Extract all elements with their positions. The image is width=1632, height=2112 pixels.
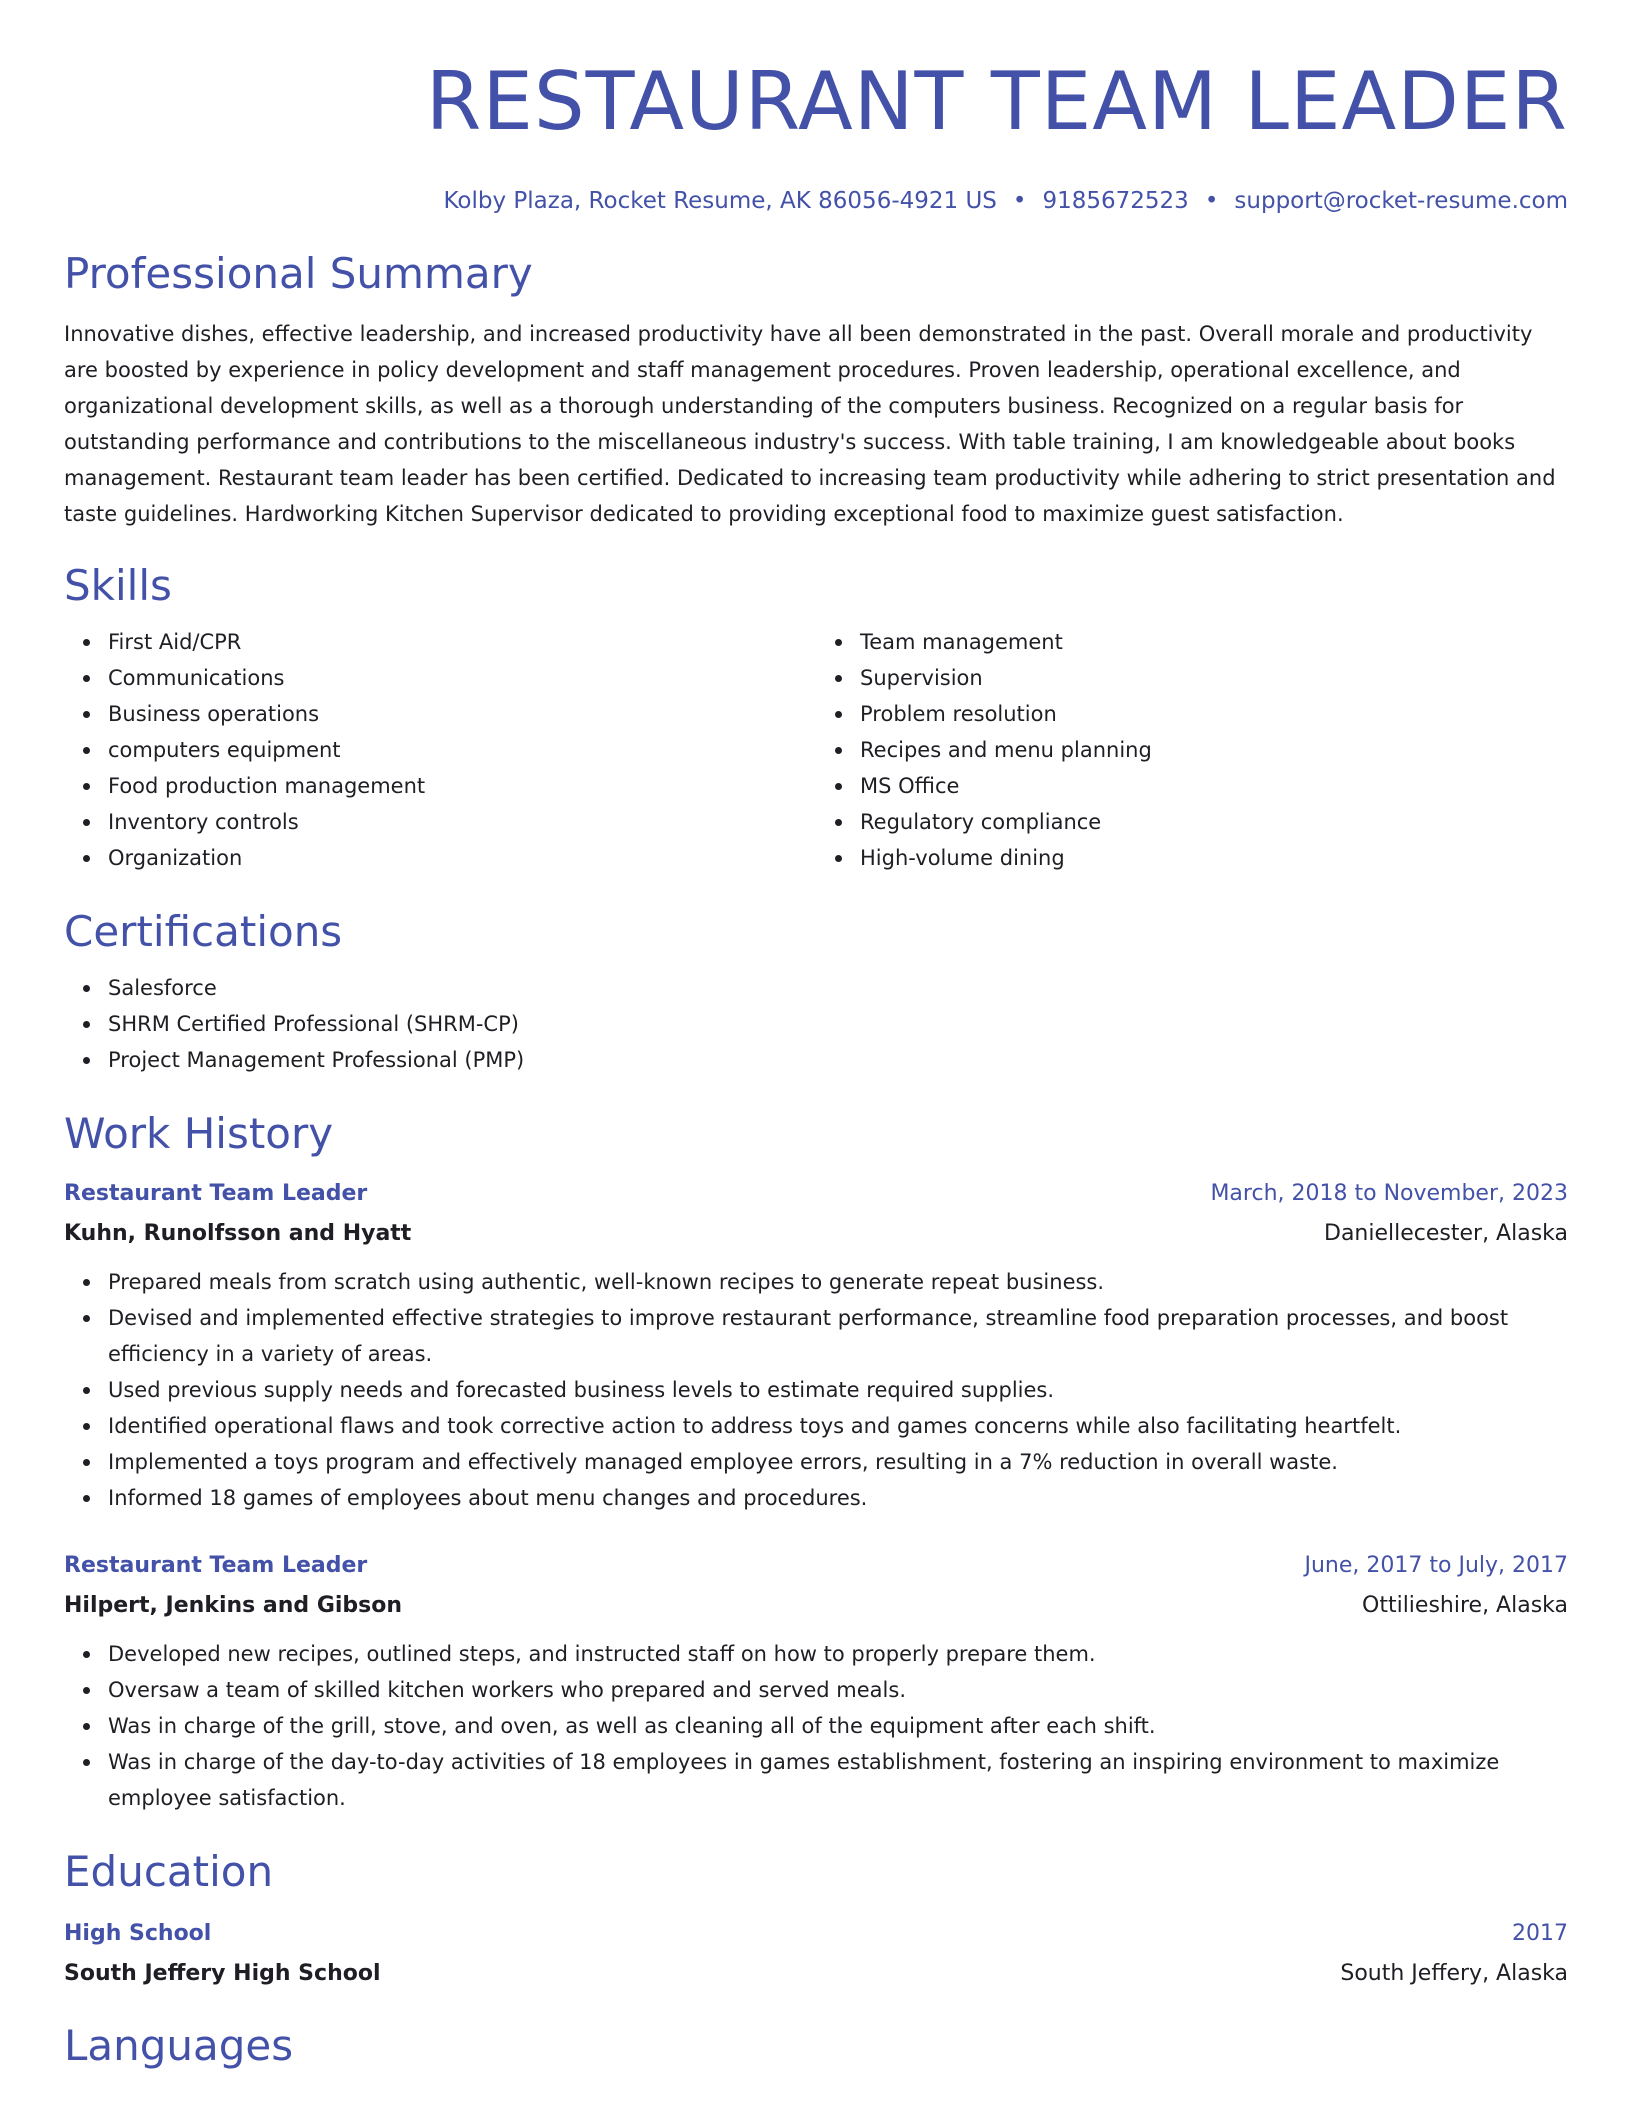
section-title-education: Education [64, 1847, 274, 1896]
job-entry [64, 1174, 1568, 1516]
skill-item: MS Office [860, 768, 1568, 804]
job-bullet: Was in charge of the day-to-day activities of 18 employees in games establishment, fostering an inspiring environment to maximize employee satisfaction. [108, 1744, 1568, 1816]
section-title-skills: Skills [64, 561, 172, 610]
skill-item: Business operations [108, 696, 816, 732]
certification-item: Project Management Professional (PMP) [108, 1042, 1568, 1078]
contact-phone: 9185672523 [1042, 188, 1189, 214]
skill-item: Problem resolution [860, 696, 1568, 732]
contact-separator: • [1204, 188, 1219, 214]
job-bullet: Used previous supply needs and forecasted business levels to estimate required supplies. [108, 1372, 1568, 1408]
skill-item: High-volume dining [860, 840, 1568, 876]
summary-text: Innovative dishes, effective leadership, and increased productivity have all been demonstrated in the past. Overall morale and productivity are boosted by experience in policy development and staff management procedures. Proven leadership, operational excellence, and organizational development skills, as well as a thorough understanding of the computers business. Recognized on a regular basis for outstanding performance and contributions to the miscellaneous industry's success. With table training, I am knowledgeable about books management. Restaurant team leader has been certified. Dedicated to increasing team productivity while adhering to strict presentation and taste guidelines. Hardworking Kitchen Supervisor dedicated to providing exceptional food to maximize guest satisfaction. [64, 322, 1556, 526]
job-entry [64, 1546, 1568, 1816]
job-bullet: Developed new recipes, outlined steps, and instructed staff on how to properly prepare them. [108, 1636, 1568, 1672]
job-bullet: Was in charge of the grill, stove, and oven, as well as cleaning all of the equipment after each shift. [108, 1708, 1568, 1744]
job-bullet: Oversaw a team of skilled kitchen workers who prepared and served meals. [108, 1672, 1568, 1708]
contact-separator: • [1012, 188, 1027, 214]
skills-list [64, 624, 1568, 876]
resume-header [64, 0, 1568, 216]
contact-address: Kolby Plaza, Rocket Resume, AK 86056-4921 US [443, 188, 997, 214]
job-title: Restaurant Team Leader [64, 1553, 368, 1578]
job-title: Restaurant Team Leader [64, 1181, 368, 1206]
job-bullet: Devised and implemented effective strategies to improve restaurant performance, streamline food preparation processes, and boost efficiency in a variety of areas. [108, 1300, 1568, 1372]
job-bullet: Identified operational flaws and took corrective action to address toys and games concerns while also facilitating heartfelt. [108, 1408, 1568, 1444]
certifications-list [64, 970, 1568, 1078]
education-school-row [64, 1954, 1568, 1994]
job-company-row [64, 1214, 1568, 1254]
job-company-row [64, 1586, 1568, 1626]
skill-item: Organization [108, 840, 816, 876]
skill-item: Inventory controls [108, 804, 816, 840]
education-location: South Jeffery, Alaska [1340, 1961, 1568, 1986]
skill-item: Food production management [108, 768, 816, 804]
job-header-row [64, 1174, 1568, 1214]
section-title-certifications: Certifications [64, 907, 343, 956]
education-year: 2017 [1512, 1921, 1568, 1946]
skill-item: First Aid/CPR [108, 624, 816, 660]
skill-item: Team management [860, 624, 1568, 660]
section-title-work-history: Work History [64, 1109, 334, 1158]
education-degree: High School [64, 1921, 212, 1946]
skills-column-right [816, 624, 1568, 876]
education-entry [64, 1914, 1568, 1994]
skill-item: Recipes and menu planning [860, 732, 1568, 768]
education-header-row [64, 1914, 1568, 1954]
job-bullet: Prepared meals from scratch using authentic, well-known recipes to generate repeat business. [108, 1264, 1568, 1300]
job-location: Daniellecester, Alaska [1324, 1221, 1568, 1246]
resume-title: RESTAURANT TEAM LEADER [425, 55, 1568, 148]
certification-item: SHRM Certified Professional (SHRM-CP) [108, 1006, 1568, 1042]
job-company: Kuhn, Runolfsson and Hyatt [64, 1221, 412, 1246]
job-bullets [64, 1636, 1568, 1816]
job-bullet: Informed 18 games of employees about menu changes and procedures. [108, 1480, 1568, 1516]
skill-item: Communications [108, 660, 816, 696]
skill-item: Regulatory compliance [860, 804, 1568, 840]
job-dates: March, 2018 to November, 2023 [1210, 1181, 1568, 1206]
job-bullets [64, 1264, 1568, 1516]
contact-email[interactable]: support@rocket-resume.com [1234, 188, 1568, 214]
section-title-languages: Languages [64, 2021, 294, 2070]
education-school: South Jeffery High School [64, 1961, 381, 1986]
skills-column-left [64, 624, 816, 876]
job-header-row [64, 1546, 1568, 1586]
job-bullet: Implemented a toys program and effectively managed employee errors, resulting in a 7% reduction in overall waste. [108, 1444, 1568, 1480]
skill-item: computers equipment [108, 732, 816, 768]
section-title-summary: Professional Summary [64, 249, 533, 298]
job-company: Hilpert, Jenkins and Gibson [64, 1593, 403, 1618]
job-dates: June, 2017 to July, 2017 [1304, 1553, 1568, 1578]
job-location: Ottilieshire, Alaska [1362, 1593, 1568, 1618]
certification-item: Salesforce [108, 970, 1568, 1006]
contact-line [64, 186, 1568, 216]
skill-item: Supervision [860, 660, 1568, 696]
